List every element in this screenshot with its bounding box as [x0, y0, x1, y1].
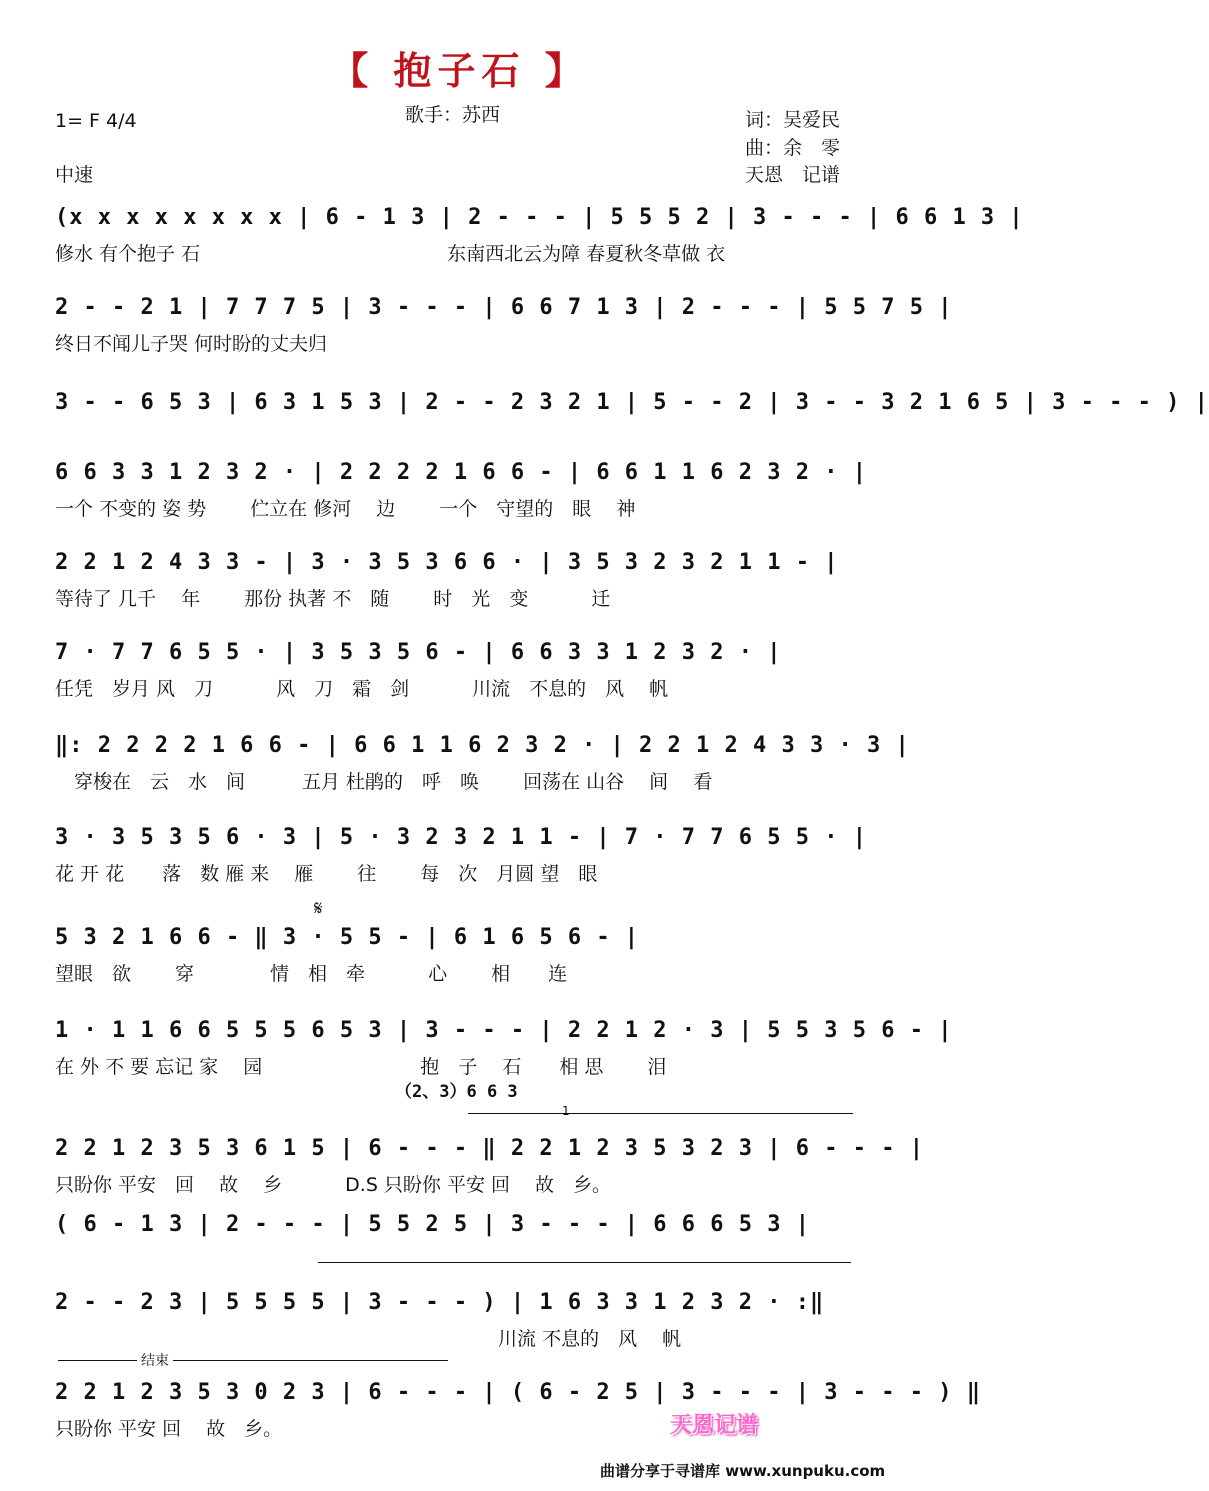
notation-line: 3 - - 6 5 3 | 6 3 1 5 3 | 2 - - 2 3 2 1 | 5 - - 2 | 3 - - 3 2 1 6 5 | 3 - - - ) | [55, 390, 1209, 415]
score-row-3 [55, 390, 1209, 460]
score-row-12 [55, 1212, 865, 1282]
volta-bracket-2 [318, 1262, 851, 1263]
lyric-line: 川流 不息的 风 帆 [55, 1328, 682, 1350]
segno-sign: 𝄋 [314, 896, 323, 920]
lyric-line: 花 开 花 落 数 雁 来 雁 往 每 次 月圆 望 眼 [55, 863, 598, 885]
repeat-caption: （2、3）6 6 3 [395, 1082, 518, 1102]
notation-line: 2 - - 2 3 | 5 5 5 5 | 3 - - - ) | 1 6 3 3 1 2 3 2 · :‖ [55, 1290, 825, 1315]
tempo-marking: 中速 [55, 164, 94, 186]
score-row-6 [55, 640, 865, 710]
score-title: 【 抱子石 】 [330, 49, 589, 93]
key-signature: 1= F 4/4 [55, 110, 137, 132]
score-row-1 [55, 205, 1024, 275]
score-row-11 [55, 1136, 924, 1206]
lyricist-credit: 词：吴爱民 [745, 109, 841, 131]
notation-line: 6 6 3 3 1 2 3 2 · | 2 2 2 2 1 6 6 - | 6 6 1 1 6 2 3 2 · | [55, 460, 867, 485]
score-row-13 [55, 1290, 865, 1360]
notation-line: ( 6 - 1 3 | 2 - - - | 5 5 2 5 | 3 - - - | 6 6 6 5 3 | [55, 1212, 810, 1237]
score-row-7 [55, 733, 910, 803]
notation-line: (x x x x x x x x | 6 - 1 3 | 2 - - - | 5 5 5 2 | 3 - - - | 6 6 1 3 | [55, 205, 1024, 230]
watermark-stamp: 天恩记谱 [670, 1413, 759, 1438]
notation-line: 7 · 7 7 6 5 5 · | 3 5 3 5 6 - | 6 6 3 3 1 2 3 2 · | [55, 640, 782, 665]
score-row-8 [55, 825, 865, 895]
lyric-line: 终日不闻儿子哭 何时盼的丈夫归 [55, 333, 328, 355]
lyric-line: 任凭 岁月 风 刀 风 刀 霜 剑 川流 不息的 风 帆 [55, 678, 669, 700]
lyric-line: 修水 有个抱子 石 东南西北云为障 春夏秋冬草做 衣 [55, 243, 726, 265]
notation-line: 5 3 2 1 6 6 - ‖ 3 · 5 5 - | 6 1 6 5 6 - | [55, 925, 640, 950]
transcriber-credit: 天恩 记谱 [745, 164, 841, 186]
lyric-line: 在 外 不 要 忘记 家 园 抱 子 石 相 思 泪 [55, 1056, 667, 1078]
lyric-line: 等待了 几千 年 那份 执著 不 随 时 光 变 迁 [55, 588, 611, 610]
volta-number: 1 [562, 1104, 570, 1118]
volta-bracket [468, 1113, 853, 1114]
notation-line: 1 · 1 1 6 6 5 5 5 6 5 3 | 3 - - - | 2 2 1 2 · 3 | 5 5 3 5 6 - | [55, 1018, 953, 1043]
score-row-9 [55, 925, 865, 995]
notation-line: 2 2 1 2 3 5 3 0 2 3 | 6 - - - | ( 6 - 2 5 | 3 - - - | 3 - - - ) ‖ [55, 1380, 981, 1405]
notation-line: 3 · 3 5 3 5 6 · 3 | 5 · 3 2 3 2 1 1 - | 7 · 7 7 6 5 5 · | [55, 825, 867, 850]
lyric-line: 只盼你 平安 回 故 乡。 [55, 1418, 283, 1440]
notation-line: 2 2 1 2 4 3 3 - | 3 · 3 5 3 6 6 · | 3 5 3 2 3 2 1 1 - | [55, 550, 839, 575]
ending-bracket [58, 1360, 448, 1361]
lyric-line: 望眼 欲 穿 情 相 牵 心 相 连 [55, 963, 568, 985]
singer-credit: 歌手：苏西 [405, 104, 501, 126]
score-row-5 [55, 550, 865, 620]
lyric-line: 穿梭在 云 水 间 五月 杜鹃的 呼 唤 回荡在 山谷 间 看 [55, 771, 713, 793]
ending-label: 结束 [137, 1350, 173, 1370]
score-row-4 [55, 460, 865, 530]
notation-line: 2 2 1 2 3 5 3 6 1 5 | 6 - - - ‖ 2 2 1 2 3 5 3 2 3 | 6 - - - | [55, 1136, 924, 1161]
composer-credit: 曲：余 零 [745, 137, 841, 159]
notation-line: ‖: 2 2 2 2 1 6 6 - | 6 6 1 1 6 2 3 2 · | 2 2 1 2 4 3 3 · 3 | [55, 733, 910, 758]
footer-credit: 曲谱分享于寻谱库 www.xunpuku.com [600, 1462, 886, 1480]
score-row-2 [55, 295, 953, 365]
lyric-line: 一个 不变的 姿 势 伫立在 修河 边 一个 守望的 眼 神 [55, 498, 636, 520]
notation-line: 2 - - 2 1 | 7 7 7 5 | 3 - - - | 6 6 7 1 3 | 2 - - - | 5 5 7 5 | [55, 295, 953, 320]
lyric-line: 只盼你 平安 回 故 乡 D.S 只盼你 平安 回 故 乡。 [55, 1174, 612, 1196]
